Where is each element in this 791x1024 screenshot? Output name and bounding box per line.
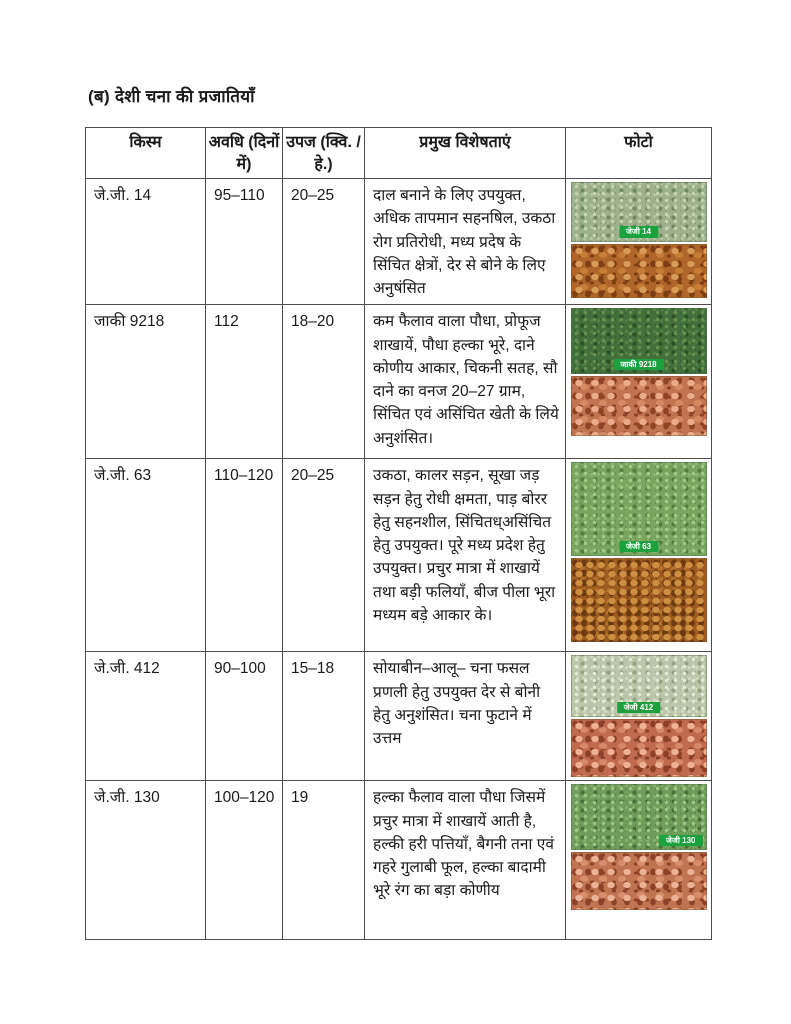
header-photo: फोटो: [566, 128, 712, 179]
field-photo: [571, 655, 707, 717]
seeds-photo: [571, 852, 707, 910]
yield-cell: 20–25: [283, 179, 365, 305]
duration-cell: 90–100: [206, 652, 283, 781]
variety-cell: जे.जी. 63: [86, 459, 206, 652]
seeds-photo: [571, 244, 707, 298]
photo-variety-label: जेजी 412: [617, 702, 661, 714]
header-features: प्रमुख विशेषताएं: [365, 128, 566, 179]
yield-cell: 19: [283, 781, 365, 940]
table-row: [86, 652, 712, 781]
photo-variety-label: जेजी 130: [659, 835, 703, 847]
features-cell: दाल बनाने के लिए उपयुक्त, अधिक तापमान सहनषिल, उकठा रोग प्रतिरोधी, मध्य प्रदेष के सिंचित क्षेत्रों, देर से बोने के लिए अनुषंसित: [365, 179, 566, 305]
header-yield: उपज (क्वि. /हे.): [283, 128, 365, 179]
photo-cell: [566, 652, 712, 781]
seeds-photo: [571, 719, 707, 777]
duration-cell: 110–120: [206, 459, 283, 652]
features-cell: हल्का फैलाव वाला पौधा जिसमें प्रचुर मात्रा में शाखायें आती है, हल्की हरी पत्तियाँ, बैगनी तना एवं गहरे गुलाबी फूल, हल्का बादामी भूरे रंग का बड़ा कोणीय: [365, 781, 566, 940]
variety-cell: जे.जी. 130: [86, 781, 206, 940]
yield-cell: 18–20: [283, 305, 365, 459]
photo-cell: [566, 781, 712, 940]
variety-cell: जे.जी. 412: [86, 652, 206, 781]
photo-variety-label: जेजी 14: [619, 226, 658, 238]
photo-cell: [566, 179, 712, 305]
duration-cell: 95–110: [206, 179, 283, 305]
seeds-photo: [571, 558, 707, 642]
photo-variety-label: जाकी 9218: [613, 359, 663, 371]
field-photo: [571, 784, 707, 850]
variety-photo: [571, 308, 707, 436]
features-cell: उकठा, कालर सड़न, सूखा जड़ सड़न हेतु रोधी क्षमता, पाड़ बोरर हेतु सहनशील, सिंचितध्असिंचित हेतु उपयुक्त। पूरे मध्य प्रदेश हेतु उपयुक्त। प्रचुर मात्रा में शाखायें तथा बड़ी फलियाँ, बीज पीला भूरा मध्यम बड़े आकार के।: [365, 459, 566, 652]
variety-photo: [571, 462, 707, 642]
variety-photo: [571, 182, 707, 298]
table-row: [86, 459, 712, 652]
table-row: [86, 305, 712, 459]
varieties-table: [85, 127, 712, 940]
table-header-row: [86, 128, 712, 179]
features-cell: सोयाबीन–आलू– चना फसल प्रणली हेतु उपयुक्त देर से बोनी हेतु अनुशंसित। चना फुटाने में उत्तम: [365, 652, 566, 781]
table-row: [86, 179, 712, 305]
page-title: (ब) देशी चना की प्रजातियाँ: [88, 87, 255, 106]
photo-variety-label: जेजी 63: [619, 541, 658, 553]
variety-photo: [571, 655, 707, 777]
variety-cell: जे.जी. 14: [86, 179, 206, 305]
duration-cell: 100–120: [206, 781, 283, 940]
table-row: [86, 781, 712, 940]
field-photo: [571, 462, 707, 556]
yield-cell: 15–18: [283, 652, 365, 781]
duration-cell: 112: [206, 305, 283, 459]
variety-cell: जाकी 9218: [86, 305, 206, 459]
header-duration: अवधि (दिनों में): [206, 128, 283, 179]
seeds-photo: [571, 376, 707, 436]
photo-cell: [566, 459, 712, 652]
header-variety: किस्म: [86, 128, 206, 179]
variety-photo: [571, 784, 707, 910]
field-photo: [571, 182, 707, 242]
photo-cell: [566, 305, 712, 459]
field-photo: [571, 308, 707, 374]
features-cell: कम फैलाव वाला पौधा, प्रोफूज शाखायें, पौधा हल्का भूरे, दाने कोणीय आकार, चिकनी सतह, सौ दाने का वनज 20–27 ग्राम, सिंचित एवं असिंचित खेती के लिये अनुशंसित।: [365, 305, 566, 459]
yield-cell: 20–25: [283, 459, 365, 652]
